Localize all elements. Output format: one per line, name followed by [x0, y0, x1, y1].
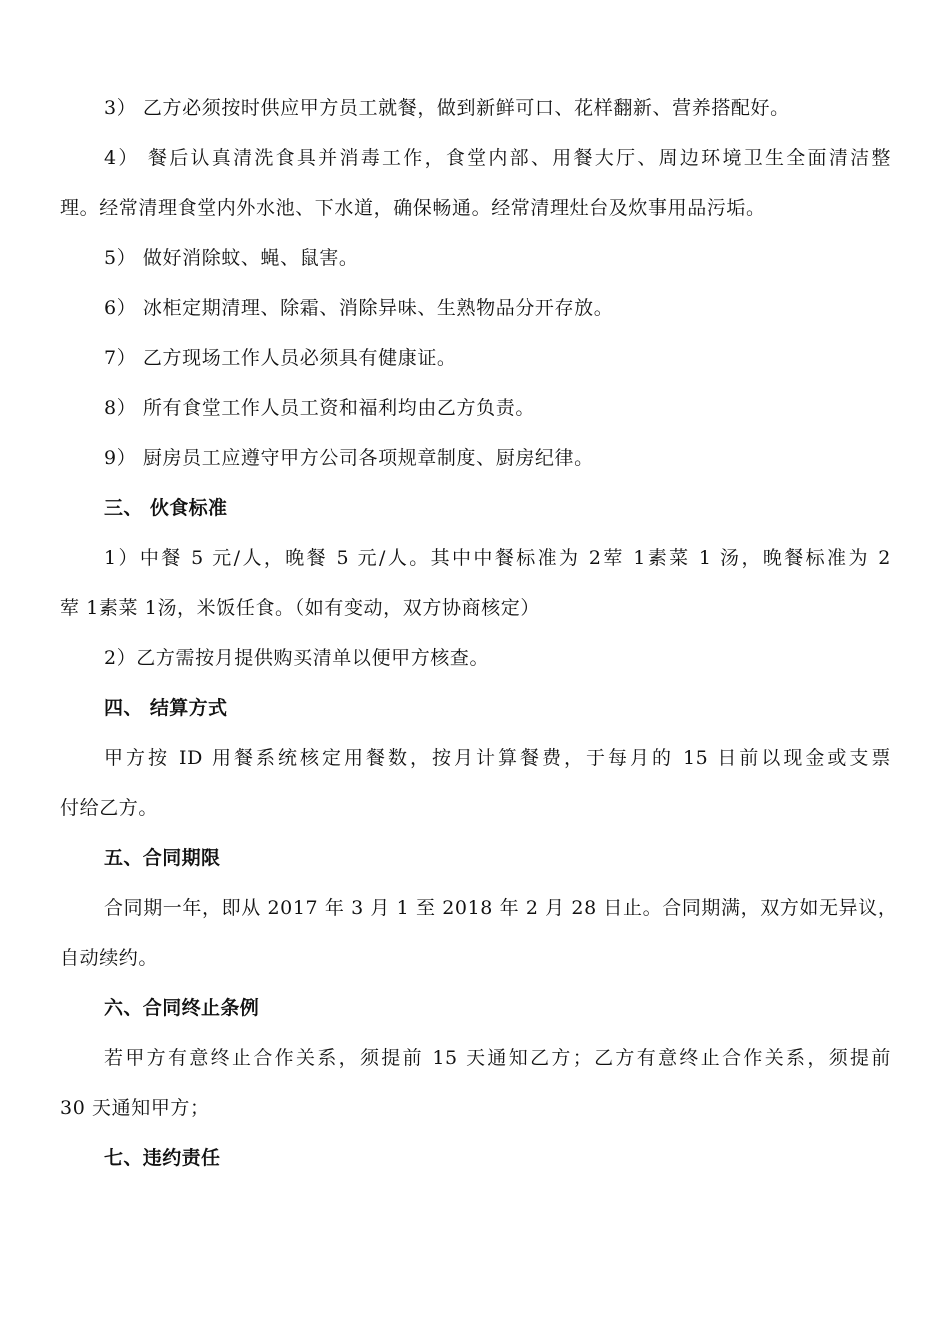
section-3-para-1-line-1: 1）中餐 5 元/人，晚餐 5 元/人。其中中餐标准为 2荤 1素菜 1 汤，晚餐标准为 2: [104, 547, 891, 569]
item-5: 5） 做好消除蚊、蝇、鼠害。: [104, 247, 359, 269]
item-7: 7） 乙方现场工作人员必须具有健康证。: [104, 347, 457, 369]
section-3-heading: 三、 伙食标准: [104, 497, 228, 519]
item-4-line-2: 理。经常清理食堂内外水池、下水道，确保畅通。经常清理灶台及炊事用品污垢。: [60, 197, 766, 219]
item-3: 3） 乙方必须按时供应甲方员工就餐，做到新鲜可口、花样翻新、营养搭配好。: [104, 97, 790, 119]
item-4-line-1: 4） 餐后认真清洗食具并消毒工作，食堂内部、用餐大厅、周边环境卫生全面清洁整: [104, 147, 891, 169]
section-4-para-line-2: 付给乙方。: [60, 797, 159, 819]
section-4-heading: 四、 结算方式: [104, 697, 228, 719]
section-6-para-line-1: 若甲方有意终止合作关系，须提前 15 天通知乙方；乙方有意终止合作关系，须提前: [104, 1047, 891, 1069]
section-3-para-2: 2）乙方需按月提供购买清单以便甲方核查。: [104, 647, 490, 669]
section-5-heading: 五、合同期限: [104, 847, 221, 869]
section-6-heading: 六、合同终止条例: [104, 997, 260, 1019]
section-3-para-1-line-2: 荤 1素菜 1汤，米饭任食。（如有变动，双方协商核定）: [60, 597, 540, 619]
section-5-para-line-1: 合同期一年，即从 2017 年 3 月 1 至 2018 年 2 月 28 日止。合同期满，双方如无异议，: [104, 897, 898, 919]
section-7-heading: 七、违约责任: [104, 1147, 221, 1169]
item-8: 8） 所有食堂工作人员工资和福利均由乙方负责。: [104, 397, 535, 419]
section-4-para-line-1: 甲方按 ID 用餐系统核定用餐数，按月计算餐费，于每月的 15 日前以现金或支票: [104, 747, 891, 769]
item-6: 6） 冰柜定期清理、除霜、消除异味、生熟物品分开存放。: [104, 297, 614, 319]
section-6-para-line-2: 30 天通知甲方；: [60, 1097, 210, 1119]
item-9: 9） 厨房员工应遵守甲方公司各项规章制度、厨房纪律。: [104, 447, 594, 469]
section-5-para-line-2: 自动续约。: [60, 947, 159, 969]
